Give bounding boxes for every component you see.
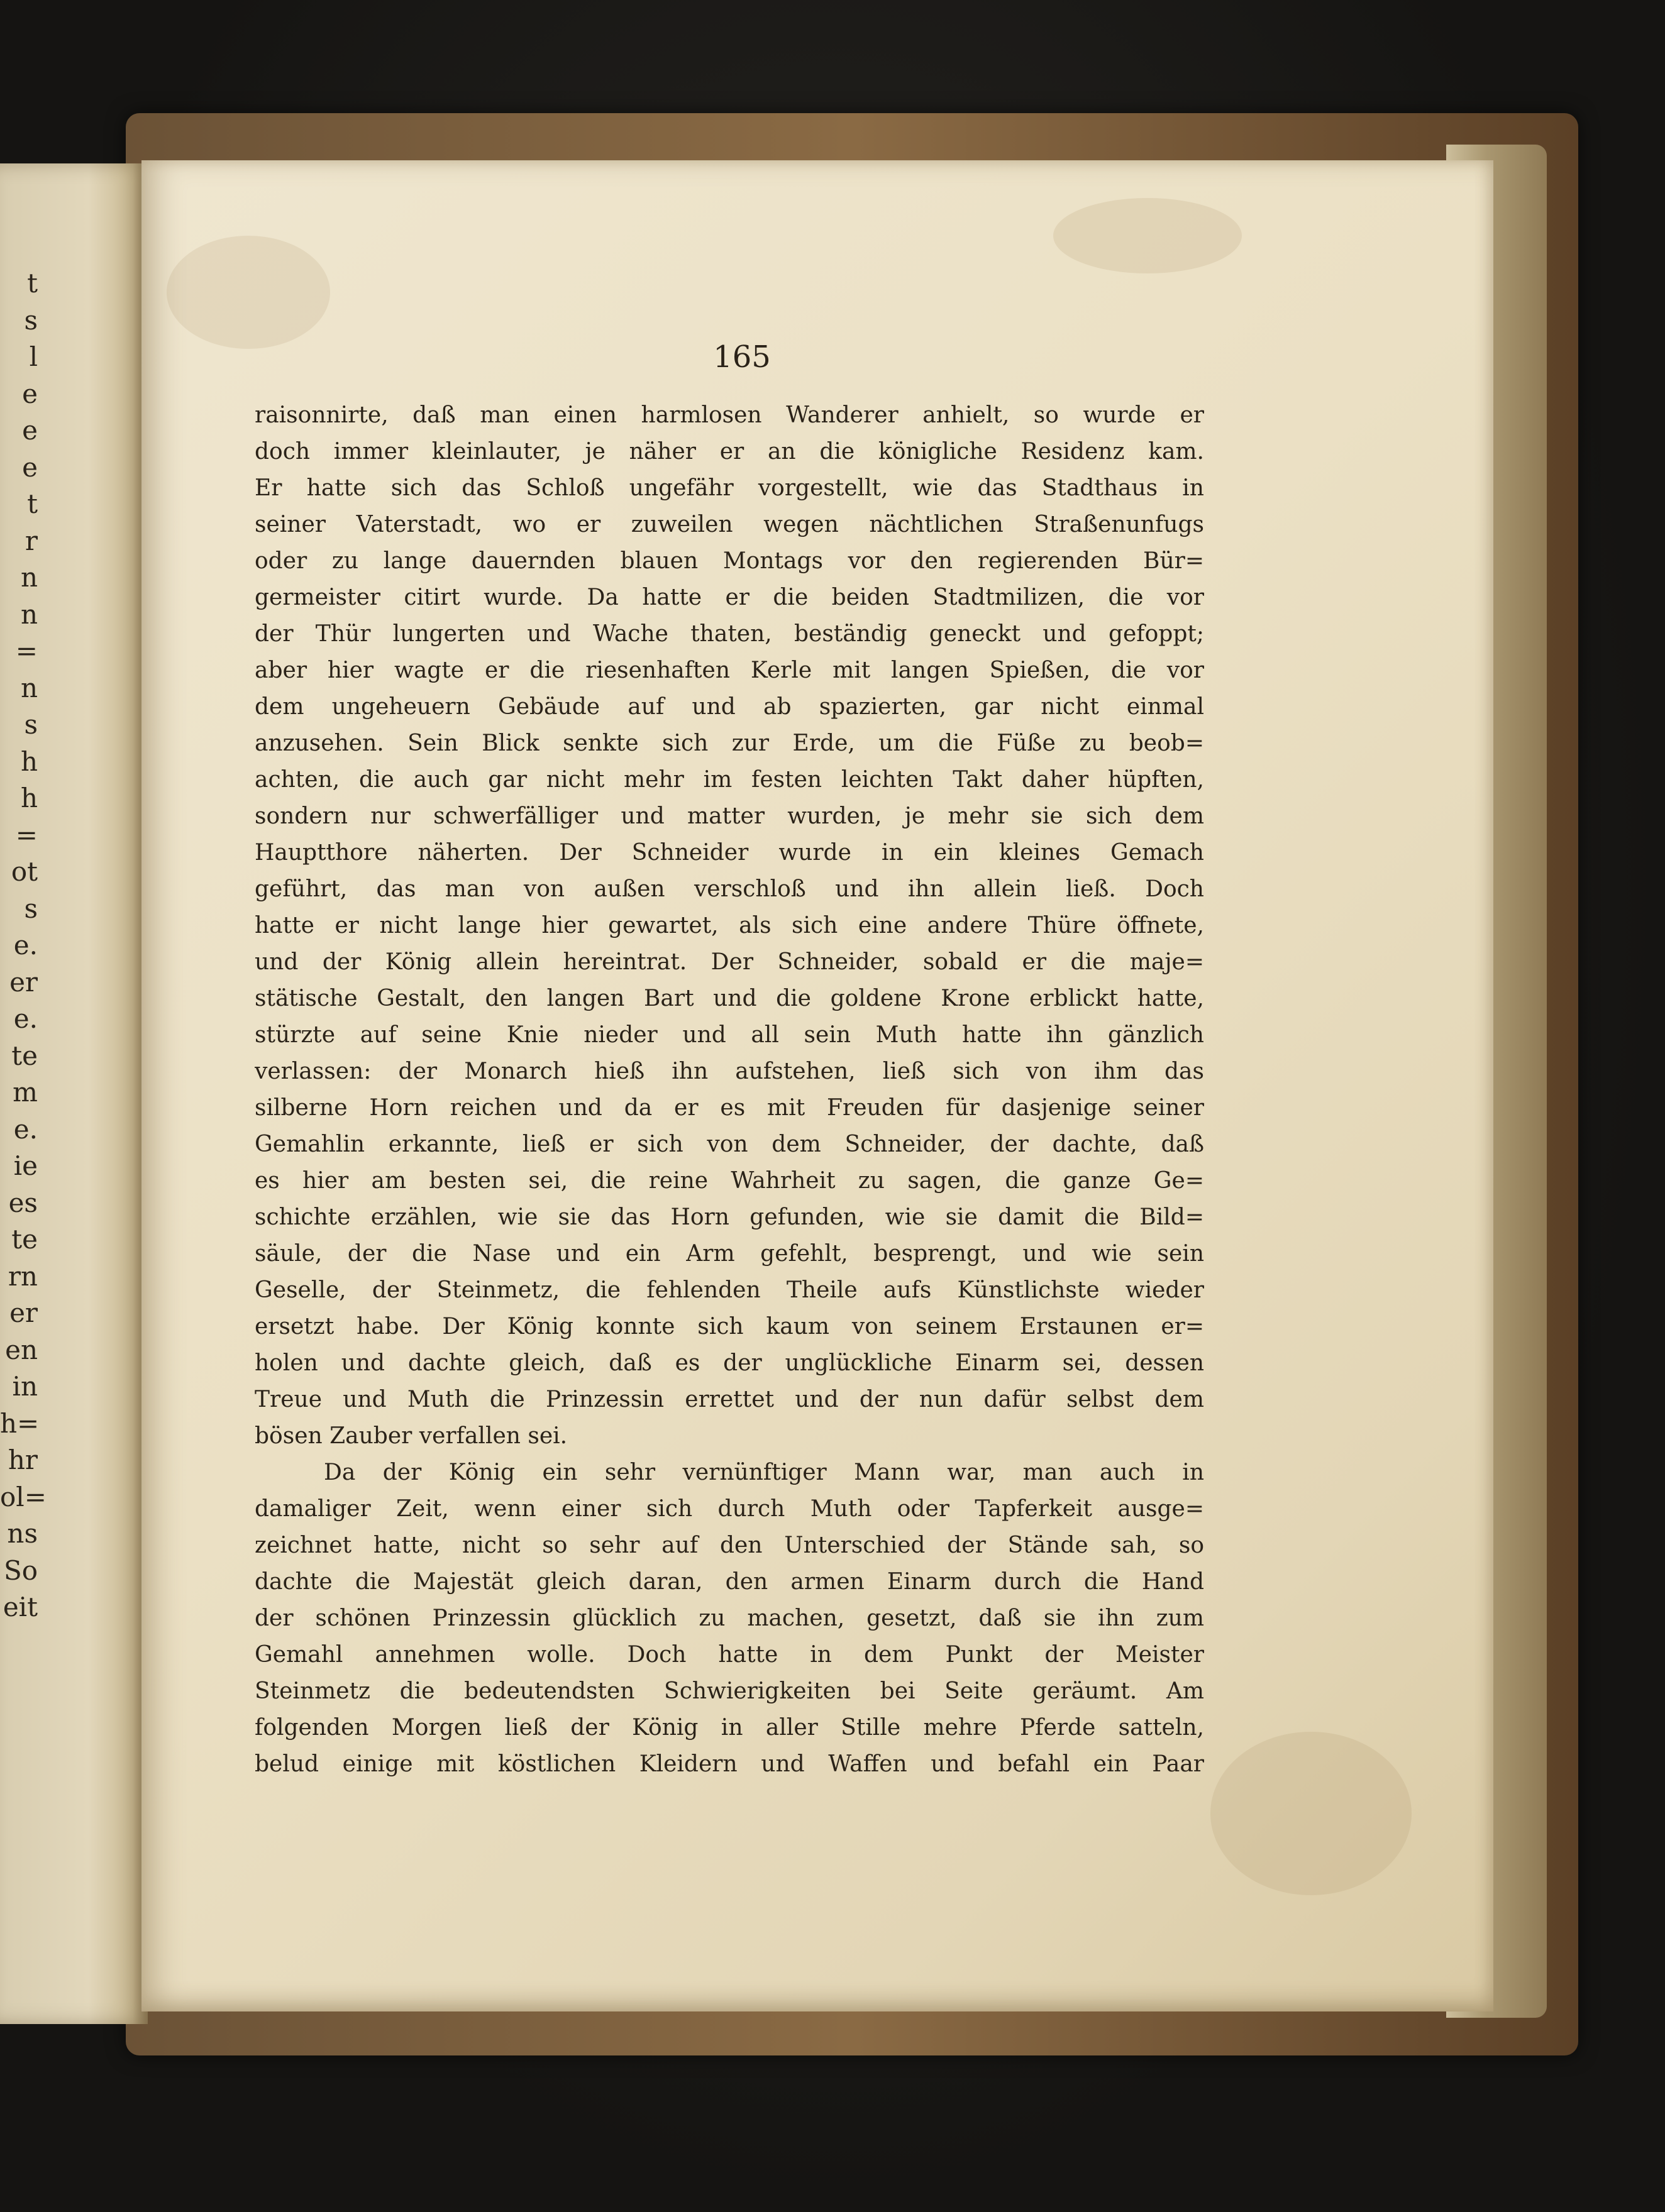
facing-page-fragment: r [25, 525, 38, 556]
facing-page-fragment: n [20, 672, 38, 703]
facing-page-fragment: l [29, 341, 38, 372]
facing-page-fragment: te [11, 1224, 38, 1255]
text-line: schichte erzählen, wie sie das Horn gefunden, wie sie damit die Bild= [255, 1204, 1204, 1230]
text-line: seiner Vaterstadt, wo er zuweilen wegen nächtlichen Straßenunfugs [255, 512, 1204, 537]
text-line: aber hier wagte er die riesenhaften Kerle mit langen Spießen, die vor [255, 658, 1204, 683]
facing-page-fragment: s [24, 893, 38, 924]
facing-page-left [0, 163, 148, 2024]
facing-page-fragment: e. [13, 1003, 38, 1034]
text-line: Er hatte sich das Schloß ungefähr vorgestellt, wie das Stadthaus in [255, 475, 1204, 501]
facing-page-fragment: in [12, 1371, 38, 1402]
facing-page-fragment: rn [8, 1260, 38, 1292]
facing-page-fragment: ol= [0, 1481, 47, 1512]
facing-page-fragment: n [20, 598, 38, 630]
facing-page-fragment: er [9, 1297, 38, 1328]
text-line: doch immer kleinlauter, je näher er an die königliche Residenz kam. [255, 439, 1204, 465]
text-line: bösen Zauber verfallen sei. [255, 1423, 568, 1449]
facing-page-fragment: h [20, 746, 38, 777]
text-line: Gemahl annehmen wolle. Doch hatte in dem Punkt der Meister [255, 1642, 1204, 1668]
text-line: geführt, das man von außen verschloß und ihn allein ließ. Doch [255, 876, 1204, 902]
facing-page-fragment: h [20, 783, 38, 813]
facing-page-fragment: er [9, 966, 38, 998]
text-line: raisonnirte, daß man einen harmlosen Wanderer anhielt, so wurde er [255, 402, 1204, 428]
text-line: damaliger Zeit, wenn einer sich durch Muth oder Tapferkeit ausge= [255, 1496, 1204, 1522]
text-line: dem ungeheuern Gebäude auf und ab spazierten, gar nicht einmal [255, 694, 1204, 720]
text-line: Treue und Muth die Prinzessin errettet und der nun dafür selbst dem [255, 1387, 1204, 1412]
text-line: holen und dachte gleich, daß es der unglückliche Einarm sei, dessen [255, 1350, 1204, 1376]
facing-page-fragment: n [20, 562, 38, 593]
facing-page-fragment: So [3, 1554, 38, 1586]
facing-page-fragment: s [24, 304, 38, 336]
text-line: und der König allein hereintrat. Der Schneider, sobald er die maje= [255, 949, 1204, 975]
text-line: stätische Gestalt, den langen Bart und die goldene Krone erblickt hatte, [255, 986, 1204, 1011]
page-text-block [255, 397, 1204, 1783]
facing-page-fragment: ie [13, 1150, 38, 1181]
text-line: silberne Horn reichen und da er es mit Freuden für dasjenige seiner [255, 1095, 1204, 1121]
text-line: ersetzt habe. Der König konnte sich kaum von seinem Erstaunen er= [255, 1314, 1204, 1340]
text-line: der Thür lungerten und Wache thaten, beständig geneckt und gefoppt; [255, 621, 1204, 647]
paper-stain [1053, 198, 1242, 273]
text-line: stürzte auf seine Knie nieder und all sein Muth hatte ihn gänzlich [255, 1022, 1204, 1048]
facing-page-fragment: m [13, 1077, 38, 1108]
facing-page-fragment: ot [11, 856, 38, 887]
paper-stain [1210, 1732, 1412, 1895]
text-line: zeichnet hatte, nicht so sehr auf den Unterschied der Stände sah, so [255, 1532, 1204, 1558]
facing-page-fragment: t [27, 268, 38, 299]
text-line: der schönen Prinzessin glücklich zu machen, gesetzt, daß sie ihn zum [255, 1605, 1204, 1631]
text-line: sondern nur schwerfälliger und matter wurden, je mehr sie sich dem [255, 803, 1204, 829]
facing-page-fragment: te [11, 1040, 38, 1071]
text-line: Steinmetz die bedeutendsten Schwierigkeiten bei Seite geräumt. Am [255, 1678, 1204, 1704]
facing-page-fragment: es [8, 1187, 38, 1218]
page-number: 165 [713, 339, 771, 375]
facing-page-fragment: e [22, 378, 38, 409]
text-line: verlassen: der Monarch hieß ihn aufstehen, ließ sich von ihm das [255, 1059, 1204, 1084]
text-line: folgenden Morgen ließ der König in aller Stille mehre Pferde satteln, [255, 1715, 1204, 1741]
facing-page-fragment: ns [7, 1518, 38, 1549]
facing-page-fragment: e. [13, 930, 38, 960]
text-line: Da der König ein sehr vernünftiger Mann war, man auch in [324, 1460, 1204, 1485]
text-line: es hier am besten sei, die reine Wahrheit zu sagen, die ganze Ge= [255, 1168, 1204, 1194]
text-line: Gemahlin erkannte, ließ er sich von dem Schneider, der dachte, daß [255, 1131, 1204, 1157]
text-line: Geselle, der Steinmetz, die fehlenden Theile aufs Künstlichste wieder [255, 1277, 1204, 1303]
facing-page-fragment: en [5, 1334, 38, 1365]
text-line: hatte er nicht lange hier gewartet, als sich eine andere Thüre öffnete, [255, 913, 1204, 938]
text-line: germeister citirt wurde. Da hatte er die beiden Stadtmilizen, die vor [255, 585, 1204, 610]
facing-page-fragment: e [22, 415, 38, 446]
facing-page-fragment: e [22, 451, 38, 483]
text-line: dachte die Majestät gleich daran, den armen Einarm durch die Hand [255, 1569, 1204, 1595]
facing-page-fragment: e. [13, 1113, 38, 1145]
text-line: anzusehen. Sein Blick senkte sich zur Erde, um die Füße zu beob= [255, 730, 1204, 756]
facing-page-fragment: eit [3, 1592, 38, 1622]
facing-page-fragment: hr [8, 1444, 38, 1475]
facing-page-fragment: t [27, 488, 38, 519]
text-line: belud einige mit köstlichen Kleidern und Waffen und befahl ein Paar [255, 1751, 1204, 1777]
facing-page-fragment: s [24, 709, 38, 740]
text-line: säule, der die Nase und ein Arm gefehlt, besprengt, und wie sein [255, 1241, 1204, 1267]
facing-page-fragment: = [15, 636, 38, 666]
text-line: achten, die auch gar nicht mehr im festen leichten Takt daher hüpften, [255, 767, 1204, 793]
facing-page-fragment: = [15, 819, 38, 850]
facing-page-fragment: h= [0, 1407, 40, 1439]
text-line: oder zu lange dauernden blauen Montags vor den regierenden Bür= [255, 548, 1204, 574]
text-line: Hauptthore näherten. Der Schneider wurde in ein kleines Gemach [255, 840, 1204, 866]
paper-stain [167, 236, 330, 349]
